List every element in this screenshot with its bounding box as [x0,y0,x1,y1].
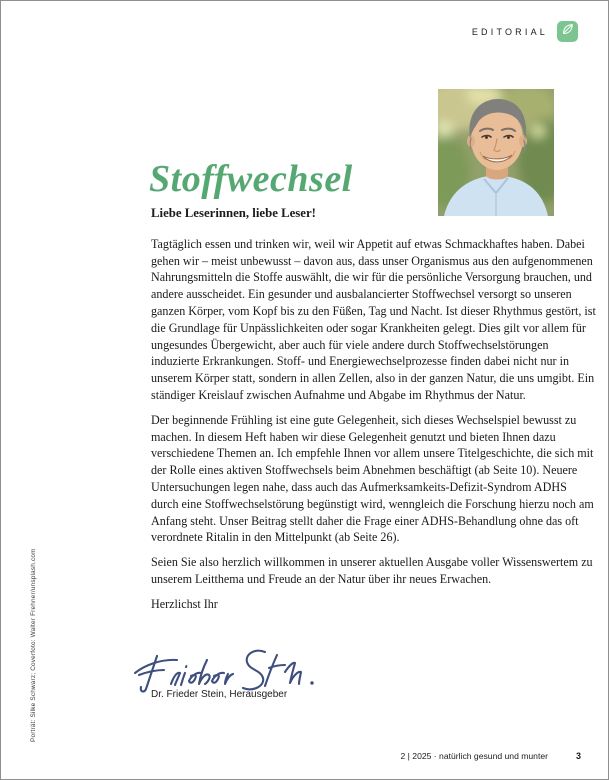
editorial-text [151,205,597,613]
page-footer [401,751,581,761]
page-number: 3 [575,751,581,761]
paragraph-1: Tagtäglich essen und trinken wir, weil wir Appetit auf etwas Schmackhaftes haben. Dabei gehen wir – meist unbewusst – davon aus, dass unser Organismus aus den aufgenommenen Nahrungsmitteln die Stoffe auswählt, die wir für die persönliche Versorgung brauchen, und andere ausscheidet. Ein gesunder und ausbalancierter Stoffwechsel versorgt so unseren ganzen Körper, vom Kopf bis zu den Füßen, Tag und Nacht. Ist dieser Rhythmus gestört, ist die Grundlage für Unpässlichkeiten oder sogar Krankheiten gelegt. Dies gilt vor allem für ungesundes Übergewicht, aber auch für viele andere durch Stoffwechselstörungen induzierte Erkrankungen. Stoff- und Energiewechselprozesse finden dabei nicht nur in unserem Körper statt, sondern in allen Zellen, also in der ganzen Natur, die uns umgibt. Ein ständiger Kreislauf zwischen Aufnahme und Abgabe im Rhythmus der Natur. [151,236,596,402]
salutation: Liebe Leserinnen, liebe Leser! [151,206,316,220]
page-header [472,21,578,42]
paragraph-3: Seien Sie also herzlich willkommen in unserer aktuellen Ausgabe voller Wissenswertem zu unserem Leitthema und Freude an der Natur über ihr neues Erwachen. [151,555,593,586]
signature-caption: Dr. Frieder Stein, Herausgeber [151,689,288,700]
closing-line: Herzlichst Ihr [151,596,218,611]
page-title: Stoffwechsel [149,158,353,200]
photo-credit: Porträt: Silke Schwarz; Coverfoto: Walter Frehner/unsplash.com [30,548,37,742]
portrait-photo [438,89,554,216]
issue-info: 2 | 2025 · natürlich gesund und munter [400,751,548,761]
section-label: EDITORIAL [471,26,548,37]
leaf-badge [557,21,578,42]
leaf-icon [561,23,574,41]
paragraph-2: Der beginnende Frühling ist eine gute Gelegenheit, sich dieses Wechselspiel bewusst zu machen. In diesem Heft haben wir diese Gelegenheit genutzt und bieten Ihnen dazu verschiedene Themen an. Ich empfehle Ihnen vor allem unsere Titelgeschichte, die sich mit der Rolle eines aktiven Stoffwechsels beim Abnehmen beschäftigt (ab Seite 10). Neuere Untersuchungen legen nahe, dass auch das Aufmerksamkeits-Defizit-Syndrom ADHS durch eine Stoffwechselstörung begünstigt wird, wenngleich die Forschung hierzu noch am Anfang steht. Unser Beitrag stellt daher die Frage einer ADHS-Behandlung ohne das oft verordnete Ritalin in den Mittelpunkt (ab Seite 26). [151,412,594,545]
